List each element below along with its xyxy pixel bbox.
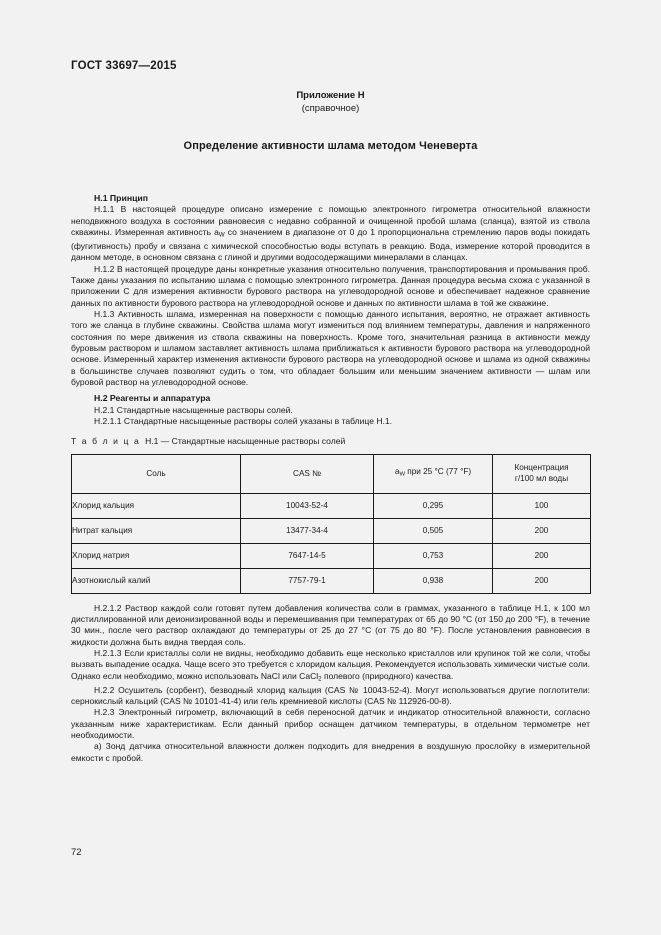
annex-label: Приложение Н	[296, 90, 365, 101]
cell-salt: Азотнокислый калий	[72, 568, 241, 593]
standard-identifier: ГОСТ 33697—2015	[71, 60, 177, 72]
cell-cas: 10043-52-4	[241, 493, 374, 518]
paragraph-h2-3-a: а) Зонд датчика относительной влажности должен подходить для внедрения в воздушную прослойку в измерительной емкости с пробой.	[71, 741, 590, 763]
cell-cas: 13477-34-4	[241, 518, 374, 543]
cell-concentration: 200	[493, 543, 591, 568]
paragraph-h1-1: Н.1.1 В настоящей процедуре описано измерение с помощью электронного гигрометра относительной влажности неподвижного воздуха в состоянии равновесия с недавно собранной и очищенной пробой шлама (сланца), взятой из ствола скважины. Измеренная активность $a_W$ со значением в диапазоне от 0 до 1 пропорциональна стремлению паров воды покидать (фугитивность) пробу и связана с химической способностью воды вступать в реакцию. Вода, измерение которой проводится в данном методе, в основном связана с глиной и другими водосодержащими минералами в сланцах.	[71, 204, 590, 263]
table-row	[72, 518, 591, 543]
cell-concentration: 200	[493, 518, 591, 543]
cell-water-activity: 0,753	[374, 543, 493, 568]
table-row	[72, 543, 591, 568]
cell-concentration: 200	[493, 568, 591, 593]
annex-block	[71, 90, 590, 115]
table-header-row	[72, 454, 591, 493]
table-row	[72, 568, 591, 593]
page-number: 72	[71, 847, 82, 858]
annex-kind: (справочное)	[301, 102, 360, 114]
cell-water-activity: 0,505	[374, 518, 493, 543]
column-header-water-activity: $a_W$ при 25 °C (77 °F)	[374, 454, 493, 493]
paragraph-h1-3: Н.1.3 Активность шлама, измеренная на поверхности с помощью данного испытания, вероятно, не отражает активность того же сланца в глубине скважины. Свойства шлама могут измениться под влиянием температуры, давления и напряженного состояния по мере движения из ствола скважины на поверхность. Кроме того, значительная разница в активности между буровым раствором и шламом заставляет активность шлама приближаться к активности бурового раствора на углеводородной основе. Измеренный характер изменения активности бурового раствора на углеводородной основе и шлама из одной скважины в большинстве случаев позволяют судить о том, что обладает большим или меньшим значением активности — шлам или буровой раствор на углеводородной основе.	[71, 308, 590, 388]
paragraph-h2-1-3: Н.2.1.3 Если кристаллы соли не видны, необходимо добавить еще несколько кристаллов или крупинок той же соли, чтобы вызвать выпадение осадка. Чаще всего это требуется с хлоридом кальция. Рекомендуется использовать химически чистые соли. Однако если необходимо, можно использовать NaCl или CaCl$_2$ полевого (природного) качества.	[71, 648, 590, 683]
cell-concentration: 100	[493, 493, 591, 518]
paragraph-h2-1: Н.2.1 Стандартные насыщенные растворы солей.	[94, 404, 293, 415]
cell-cas: 7647-14-5	[241, 543, 374, 568]
paragraph-h1-2: Н.1.2 В настоящей процедуре даны конкретные указания относительно получения, транспортирования и промывания проб. Также даны указания по испытанию шлама с помощью электронного гигрометра. Данная процедура весьма схожа с указанной в приложении С для измерения активности бурового раствора на углеводородной основе и обеспечивает надежное сравнение данных по активности бурового раствора на углеводородной основе и данных по активности шлама в той же скважине.	[71, 263, 590, 308]
cell-cas: 7757-79-1	[241, 568, 374, 593]
column-header-cas: CAS №	[241, 454, 374, 493]
document-body	[71, 193, 590, 764]
section-heading-h2: Н.2 Реагенты и аппаратура	[94, 393, 211, 404]
table-row	[72, 493, 591, 518]
cell-water-activity: 0,938	[374, 568, 493, 593]
section-heading-h1: Н.1 Принцип	[94, 193, 148, 203]
column-header-salt: Соль	[72, 454, 241, 493]
cell-water-activity: 0,295	[374, 493, 493, 518]
paragraph-h2-3: Н.2.3 Электронный гигрометр, включающий в себя переносной датчик и индикатор относительной влажности, согласно указанным ниже характеристикам. Если данный прибор оснащен датчиком температуры, в отдельном термометре нет необходимости.	[71, 707, 590, 741]
table-body	[72, 493, 591, 593]
cell-salt: Нитрат кальция	[72, 518, 241, 543]
cell-salt: Хлорид натрия	[72, 543, 241, 568]
paragraph-h2-2: Н.2.2 Осушитель (сорбент), безводный хлорид кальция (CAS № 10043-52-4). Могут использоваться другие поглотители: сернокислый кальций (CAS № 10101-41-4) или гель кремниевой кислоты (CAS № 112926-00-8).	[71, 684, 590, 707]
table-caption	[71, 436, 590, 447]
spacer	[71, 427, 590, 436]
paragraph-h2-1-1: Н.2.1.1 Стандартные насыщенные растворы солей указаны в таблице Н.1.	[94, 416, 393, 427]
table-caption-label: Т а б л и ц а	[71, 436, 141, 447]
salt-solutions-table	[71, 454, 591, 594]
column-header-concentration: Концентрация г/100 мл воды	[493, 454, 591, 493]
page-title: Определение активности шлама методом Ченеверта	[183, 140, 478, 152]
cell-salt: Хлорид кальция	[72, 493, 241, 518]
spacer	[71, 594, 590, 603]
paragraph-h2-1-2: Н.2.1.2 Раствор каждой соли готовят путем добавления количества соли в граммах, указанного в таблице Н.1, к 100 мл дистиллированной или деионизированной воды и перемешивания при температурах от 65 до 90 °C (от 150 до 200 °F), в течение 30 мин., после чего раствор охлаждают до температуры от 25 до 27 °C (от 75 до 80 °F). После установления равновесия в жидкости должна быть видна твердая соль.	[71, 602, 590, 647]
table-caption-text: Н.1 — Стандартные насыщенные растворы солей	[145, 436, 346, 447]
